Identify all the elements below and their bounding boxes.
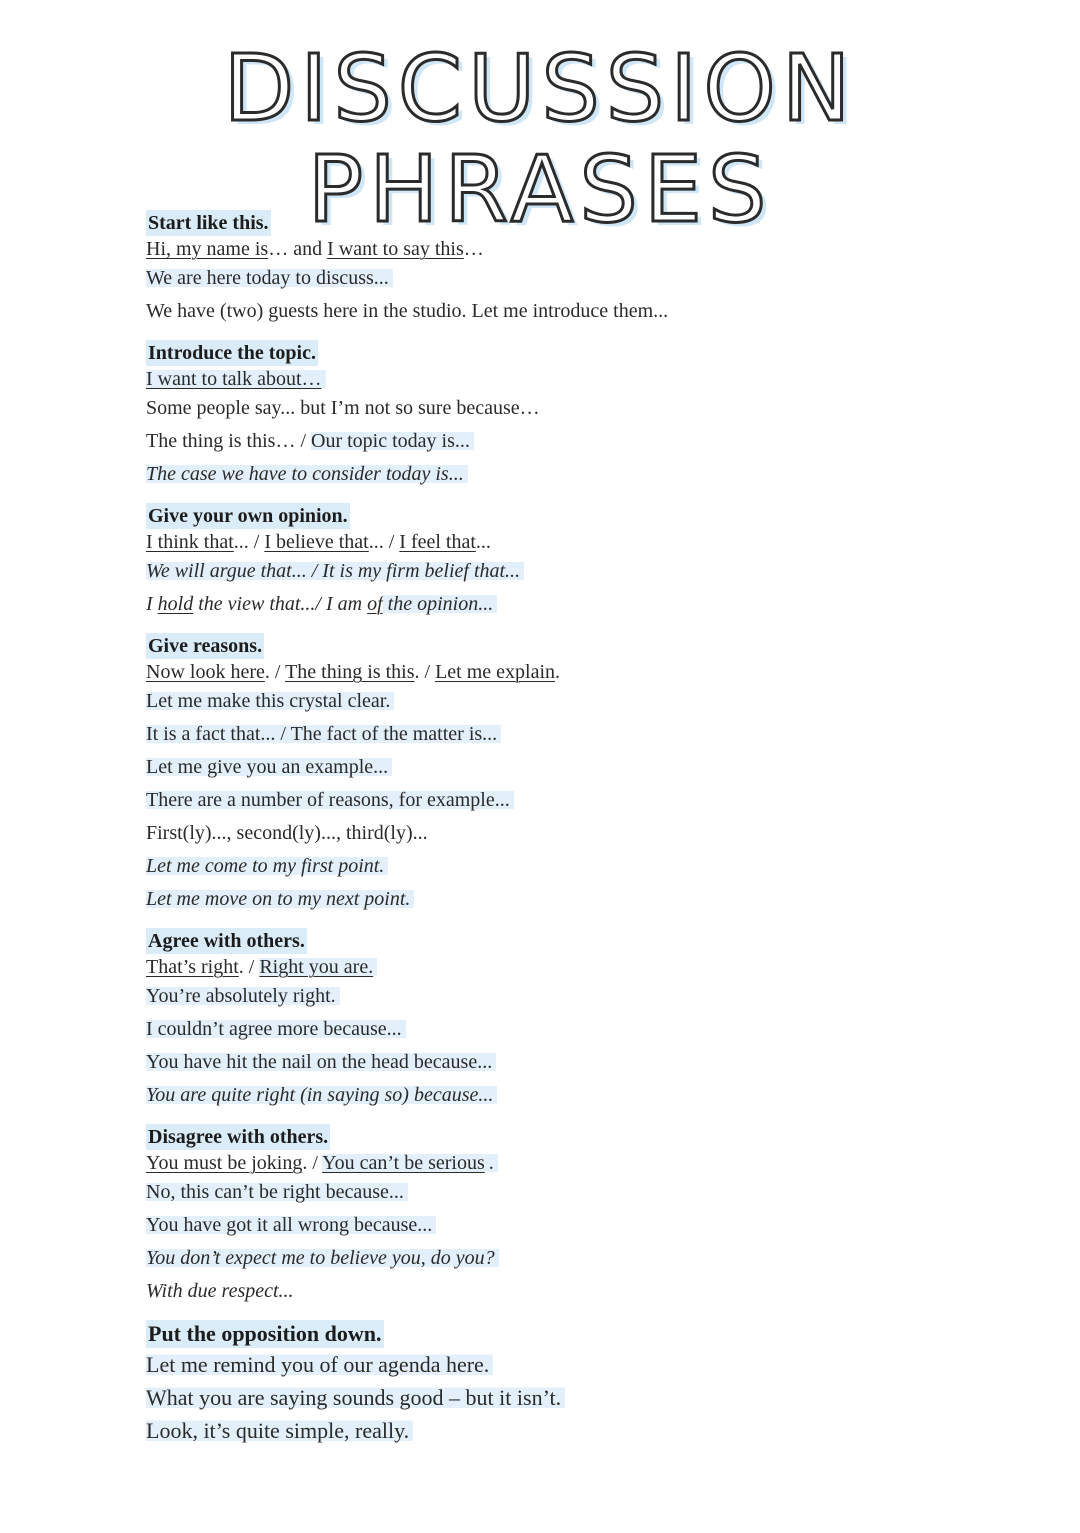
section-heading: Start like this. — [148, 212, 269, 234]
phrase-segment: It is a fact that... / The fact of the matter is... — [146, 723, 501, 745]
phrase-segment: I want to talk about… — [146, 368, 326, 390]
phrase-segment: … and — [268, 238, 328, 260]
phrase-line — [146, 1079, 1026, 1112]
section — [146, 340, 1026, 491]
phrase-line — [146, 1013, 1026, 1046]
phrase-line — [146, 718, 1026, 751]
phrase-segment: Let me move on to my next point. — [146, 888, 414, 910]
page-title: DISCUSSION PHRASES — [223, 35, 857, 244]
section — [146, 1320, 1026, 1447]
phrase-segment: Let me make this crystal clear. — [146, 690, 394, 712]
phrase-segment: First(ly)..., second(ly)..., third(ly)... — [146, 822, 428, 844]
phrase-segment: No, this can’t be right because... — [146, 1181, 408, 1203]
phrase-line — [146, 1348, 1026, 1381]
phrase-line — [146, 850, 1026, 883]
phrase-segment: You are quite right (in saying so) because... — [146, 1084, 497, 1106]
section — [146, 503, 1026, 621]
phrase-segment: You have got it all wrong because... — [146, 1214, 436, 1236]
section — [146, 633, 1026, 916]
phrase-line — [146, 458, 1026, 491]
phrase-line — [146, 366, 1026, 392]
phrase-list — [146, 210, 1026, 1459]
phrase-line — [146, 817, 1026, 850]
phrase-segment: Right you are. — [259, 956, 377, 978]
phrase-segment: Let me give you an example... — [146, 756, 392, 778]
phrase-line — [146, 1381, 1026, 1414]
phrase-segment: Look, it’s quite simple, really. — [146, 1418, 413, 1443]
phrase-line — [146, 1242, 1026, 1275]
section-heading: Put the opposition down. — [148, 1321, 382, 1346]
phrase-segment: You must be joking — [146, 1152, 303, 1174]
phrase-segment: We are here today to discuss... — [146, 267, 393, 289]
phrase-line — [146, 1414, 1026, 1447]
phrase-line — [146, 262, 1026, 295]
phrase-line — [146, 392, 1026, 425]
phrase-segment: Our topic today is... — [311, 430, 474, 452]
phrase-line — [146, 588, 1026, 621]
phrase-line — [146, 1150, 1026, 1176]
phrase-line — [146, 685, 1026, 718]
phrase-line — [146, 295, 1026, 328]
phrase-segment: hold — [157, 593, 194, 615]
phrase-line — [146, 883, 1026, 916]
phrase-segment: You can’t be serious — [322, 1152, 489, 1174]
phrase-segment: The thing is this — [285, 661, 415, 683]
phrase-line — [146, 425, 1026, 458]
phrase-segment: The case we have to consider today is... — [146, 463, 468, 485]
phrase-segment: … — [463, 238, 484, 260]
phrase-segment: . / — [414, 661, 436, 683]
phrase-line — [146, 1209, 1026, 1242]
section-heading: Agree with others. — [148, 930, 305, 952]
phrase-segment: I want to say this — [327, 238, 464, 260]
phrase-segment: Let me remind you of our agenda here. — [146, 1352, 493, 1377]
phrase-line — [146, 954, 1026, 980]
phrase-segment: We will argue that... / It is my firm belief that... — [146, 560, 524, 582]
section — [146, 1124, 1026, 1308]
section-heading: Introduce the topic. — [148, 342, 316, 364]
phrase-segment: I believe that — [264, 531, 369, 553]
phrase-segment: Now look here — [146, 661, 265, 683]
phrase-segment: What you are saying sounds good – but it isn’t. — [146, 1385, 565, 1410]
phrase-line — [146, 1176, 1026, 1209]
phrase-segment: I feel that — [399, 531, 476, 553]
phrase-line — [146, 1275, 1026, 1308]
phrase-segment: With due respect... — [146, 1280, 294, 1302]
phrase-segment: . — [489, 1152, 498, 1174]
phrase-segment: You’re absolutely right. — [146, 985, 340, 1007]
phrase-line — [146, 529, 1026, 555]
phrase-segment: . / — [302, 1152, 323, 1174]
phrase-segment: I — [146, 593, 158, 615]
phrase-segment: The thing is this… / — [146, 430, 311, 452]
phrase-line — [146, 236, 1026, 262]
phrase-line — [146, 555, 1026, 588]
phrase-segment: . — [555, 661, 561, 683]
phrase-segment: . / — [238, 956, 260, 978]
phrase-line — [146, 1046, 1026, 1079]
phrase-segment: Let me explain — [435, 661, 556, 683]
phrase-line — [146, 784, 1026, 817]
section — [146, 210, 1026, 328]
phrase-segment: . / — [264, 661, 286, 683]
section-heading: Disagree with others. — [148, 1126, 329, 1148]
phrase-segment: I couldn’t agree more because... — [146, 1018, 406, 1040]
phrase-segment: We have (two) guests here in the studio. Let me introduce them... — [146, 300, 669, 322]
phrase-segment: ... — [475, 531, 491, 553]
phrase-segment: Some people say... but I’m not so sure because… — [146, 397, 540, 419]
phrase-line — [146, 659, 1026, 685]
phrase-segment: You don’t expect me to believe you, do you? — [146, 1247, 499, 1269]
phrase-segment: the view that.../ I am — [193, 593, 368, 615]
section-heading: Give reasons. — [148, 635, 263, 657]
phrase-segment: of — [367, 593, 383, 615]
phrase-segment: Let me come to my first point. — [146, 855, 388, 877]
phrase-segment: Hi, my name is — [146, 238, 269, 260]
phrase-line — [146, 751, 1026, 784]
phrase-segment: ... / — [368, 531, 400, 553]
phrase-segment: That’s right — [146, 956, 239, 978]
phrase-line — [146, 980, 1026, 1013]
phrase-segment: There are a number of reasons, for example... — [146, 789, 514, 811]
phrase-segment: You have hit the nail on the head because... — [146, 1051, 496, 1073]
phrase-segment: ... / — [233, 531, 265, 553]
section — [146, 928, 1026, 1112]
phrase-segment: the opinion... — [383, 593, 498, 615]
phrase-segment: I think that — [146, 531, 234, 553]
section-heading: Give your own opinion. — [148, 505, 348, 527]
